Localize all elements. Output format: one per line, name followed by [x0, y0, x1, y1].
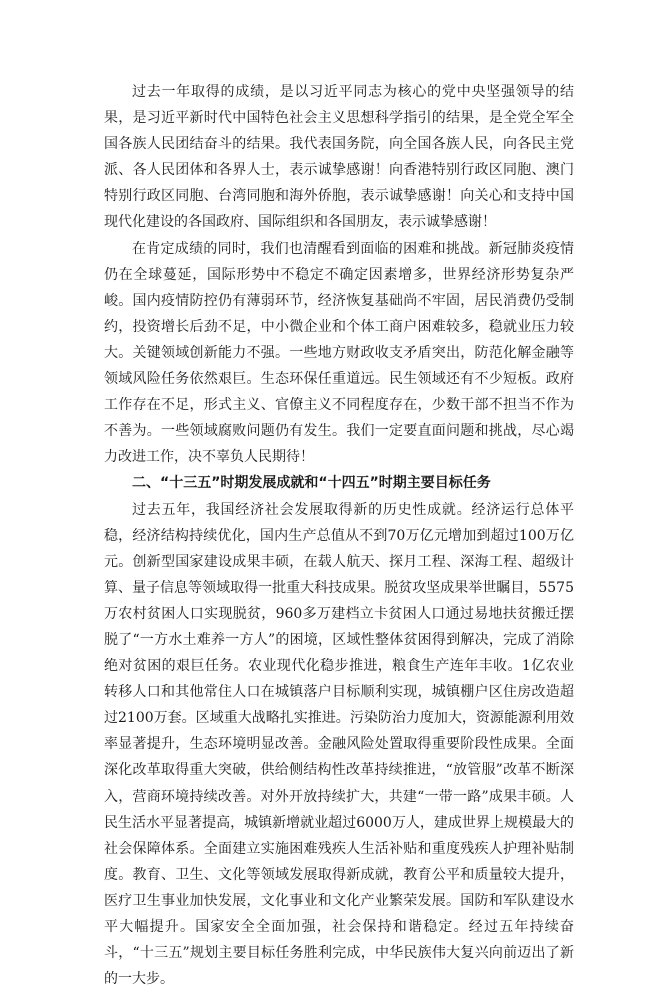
paragraph-gratitude: 过去一年取得的成绩，是以习近平同志为核心的党中央坚强领导的结果，是习近平新时代中国特色社会主义思想科学指引的结果，是全党全军全国各族人民团结奋斗的结果。我代表国务院，向全国各族人民，向各民主党派、各人民团体和各界人士，表示诚挚感谢！向香港特别行政区同胞、澳门特别行政区同胞、台湾同胞和海外侨胞，表示诚挚感谢！向关心和支持中国现代化建设的各国政府、国际组织和各国朋友，表示诚挚感谢！ [104, 79, 574, 236]
paragraph-achievements: 过去五年，我国经济社会发展取得新的历史性成就。经济运行总体平稳，经济结构持续优化，国内生产总值从不到70万亿元增加到超过100万亿元。创新型国家建设成果丰硕，在载人航天、探月工程、深海工程、超级计算、量子信息等领域取得一批重大科技成果。脱贫攻坚成果举世瞩目，5575万农村贫困人口实现脱贫，960多万建档立卡贫困人口通过易地扶贫搬迁摆脱了“一方水土难养一方人”的困境，区域性整体贫困得到解决，完成了消除绝对贫困的艰巨任务。农业现代化稳步推进，粮食生产连年丰收。1亿农业转移人口和其他常住人口在城镇落户目标顺利实现，城镇棚户区住房改造超过2100万套。区域重大战略扎实推进。污染防治力度加大，资源能源利用效率显著提升，生态环境明显改善。金融风险处置取得重要阶段性成果。全面深化改革取得重大突破，供给侧结构性改革持续推进，“放管服”改革不断深入，营商环境持续改善。对外开放持续扩大，共建“一带一路”成果丰硕。人民生活水平显著提高，城镇新增就业超过6000万人，建成世界上规模最大的社会保障体系。全面建立实施困难残疾人生活补贴和重度残疾人护理补贴制度。教育、卫生、文化等领域发展取得新成就，教育公平和质量较大提升，医疗卫生事业加快发展，文化事业和文化产业繁荣发展。国防和军队建设水平大幅提升。国家安全全面加强，社会保持和谐稳定。经过五年持续奋斗，“十三五”规划主要目标任务胜利完成，中华民族伟大复兴向前迈出了新的一大步。 [104, 497, 574, 992]
section-heading: 二、“十三五”时期发展成就和“十四五”时期主要目标任务 [132, 475, 491, 491]
document-page [104, 79, 574, 992]
section-heading-wrap [104, 470, 574, 496]
paragraph-challenges: 在肯定成绩的同时，我们也清醒看到面临的困难和挑战。新冠肺炎疫情仍在全球蔓延，国际形势中不稳定不确定因素增多，世界经济形势复杂严峻。国内疫情防控仍有薄弱环节，经济恢复基础尚不牢固，居民消费仍受制约，投资增长后劲不足，中小微企业和个体工商户困难较多，稳就业压力较大。关键领域创新能力不强。一些地方财政收支矛盾突出，防范化解金融等领域风险任务依然艰巨。生态环保任重道远。民生领域还有不少短板。政府工作存在不足，形式主义、官僚主义不同程度存在，少数干部不担当不作为不善为。一些领域腐败问题仍有发生。我们一定要直面问题和挑战，尽心竭力改进工作，决不辜负人民期待！ [104, 236, 574, 471]
